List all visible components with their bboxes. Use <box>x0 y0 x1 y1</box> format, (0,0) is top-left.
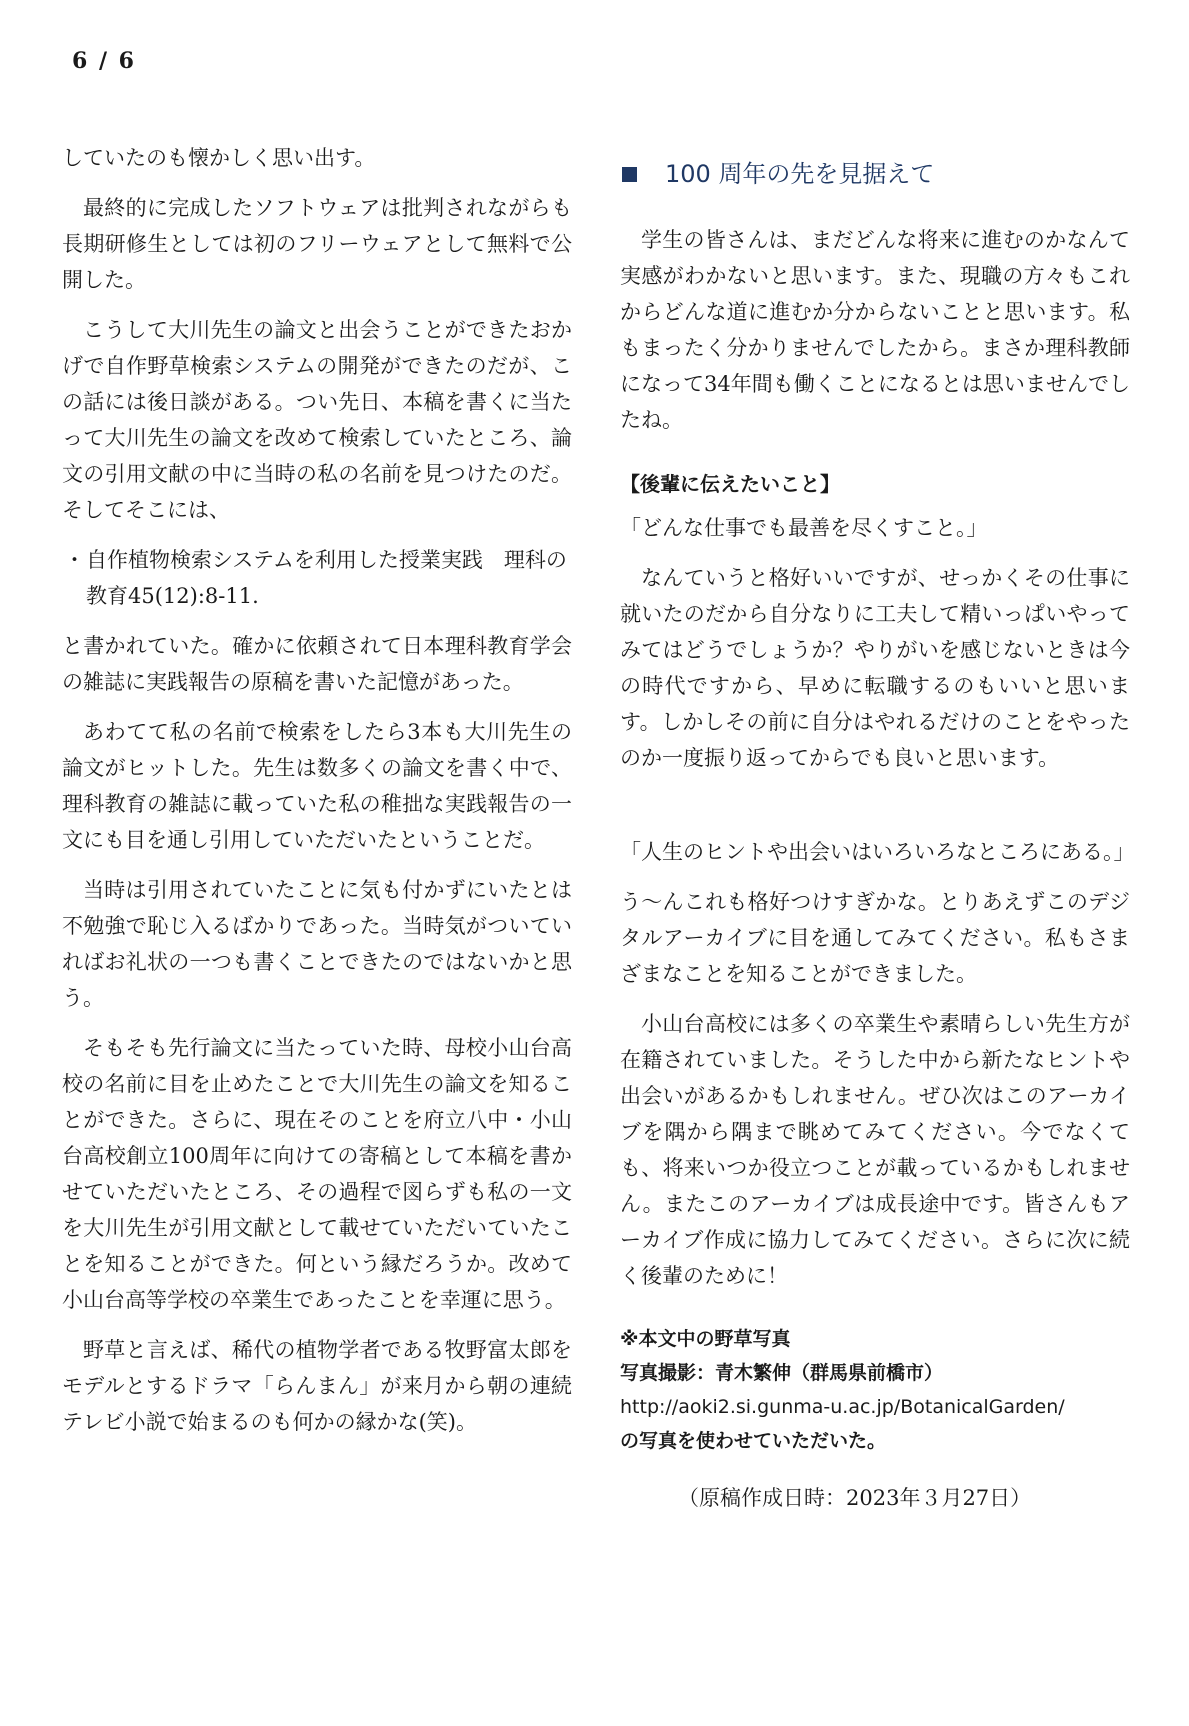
paragraph: あわてて私の名前で検索をしたら3本も大川先生の論文がヒットした。先生は数多くの論文を書く中で、理科教育の雑誌に載っていた私の稚拙な実践報告の一文にも目を通し引用していただいたということだ。 <box>62 720 572 852</box>
creation-date: （原稿作成日時：2023年３月27日） <box>678 1486 1032 1510</box>
quote: 「人生のヒントや出会いはいろいろなところにある。」 <box>620 840 1135 864</box>
spacer <box>620 790 1130 834</box>
paragraph: 学生の皆さんは、まだどんな将来に進むのかなんて実感がわかないと思います。また、現職の方々もこれからどんな道に進むか分からないことと思います。私もまったく分かりませんでしたから。まさか理科教師になって34年間も働くことになるとは思いませんでしたね。 <box>620 228 1130 432</box>
paragraph: 最終的に完成したソフトウェアは批判されながらも長期研修生としては初のフリーウェアとして無料で公開した。 <box>62 196 572 292</box>
section-heading-text: 100 周年の先を見据えて <box>665 160 935 188</box>
right-column <box>620 140 1135 1516</box>
page-number: 6 / 6 <box>72 48 136 74</box>
section-heading <box>622 156 1130 192</box>
paragraph: 小山台高校には多くの卒業生や素晴らしい先生方が在籍されていました。そうした中から新たなヒントや出会いがあるかもしれません。ぜひ次はこのアーカイブを隅から隅まで眺めてみてください。今でなくても、将来いつか役立つことが載っているかもしれません。またこのアーカイブは成長途中です。皆さんもアーカイブ作成に協力してみてください。さらに次に続く後輩のために！ <box>620 1012 1130 1288</box>
credits-url[interactable]: http://aoki2.si.gunma-u.ac.jp/BotanicalGarden/ <box>620 1396 1065 1418</box>
square-bullet-icon <box>622 167 637 182</box>
paragraph: 当時は引用されていたことに気も付かずにいたとは不勉強で恥じ入るばかりであった。当時気がついていればお礼状の一つも書くことできたのではないかと思う。 <box>62 878 572 1010</box>
credits-title: ※本文中の野草写真 <box>620 1328 791 1350</box>
bullet-mark: ・ <box>64 548 85 572</box>
subheading: 【後輩に伝えたいこと】 <box>620 472 840 496</box>
paragraph: う～んこれも格好つけすぎかな。とりあえずこのデジタルアーカイブに目を通してみてください。私もさまざまなことを知ることができました。 <box>620 890 1130 986</box>
paragraph: と書かれていた。確かに依頼されて日本理科教育学会の雑誌に実践報告の原稿を書いた記憶があった。 <box>62 634 572 694</box>
paragraph: 野草と言えば、稀代の植物学者である牧野富太郎をモデルとするドラマ「らんまん」が来月から朝の連続テレビ小説で始まるのも何かの縁かな(笑)。 <box>62 1338 572 1434</box>
credits-note: の写真を使わせていただいた。 <box>620 1430 887 1452</box>
paragraph: なんていうと格好いいですが、せっかくその仕事に就いたのだから自分なりに工夫して精いっぱいやってみてはどうでしょうか？やりがいを感じないときは今の時代ですから、早めに転職するのもいいと思います。しかしその前に自分はやれるだけのことをやったのか一度振り返ってからでも良いと思います。 <box>620 566 1130 770</box>
photo-credits <box>620 1322 1130 1458</box>
credits-photographer: 写真撮影：青木繁伸（群馬県前橋市） <box>620 1362 944 1384</box>
quote: 「どんな仕事でも最善を尽くすこと。」 <box>620 516 988 540</box>
paragraph: こうして大川先生の論文と出会うことができたおかげで自作野草検索システムの開発ができたのだが、この話には後日談がある。つい先日、本稿を書くに当たって大川先生の論文を改めて検索していたところ、論文の引用文献の中に当時の私の名前を見つけたのだ。そしてそこには、 <box>62 318 572 522</box>
citation-bullet <box>62 542 572 614</box>
citation-text: 自作植物検索システムを利用した授業実践 理科の教育45(12):8-11. <box>86 548 567 608</box>
left-column <box>62 140 572 1454</box>
paragraph: そもそも先行論文に当たっていた時、母校小山台高校の名前に目を止めたことで大川先生の論文を知ることができた。さらに、現在そのことを府立八中・小山台高校創立100周年に向けての寄稿として本稿を書かせていただいたところ、その過程で図らずも私の一文を大川先生が引用文献として載せていただいていたことを知ることができた。何という縁だろうか。改めて小山台高等学校の卒業生であったことを幸運に思う。 <box>62 1036 572 1312</box>
paragraph: していたのも懐かしく思い出す。 <box>62 146 376 170</box>
